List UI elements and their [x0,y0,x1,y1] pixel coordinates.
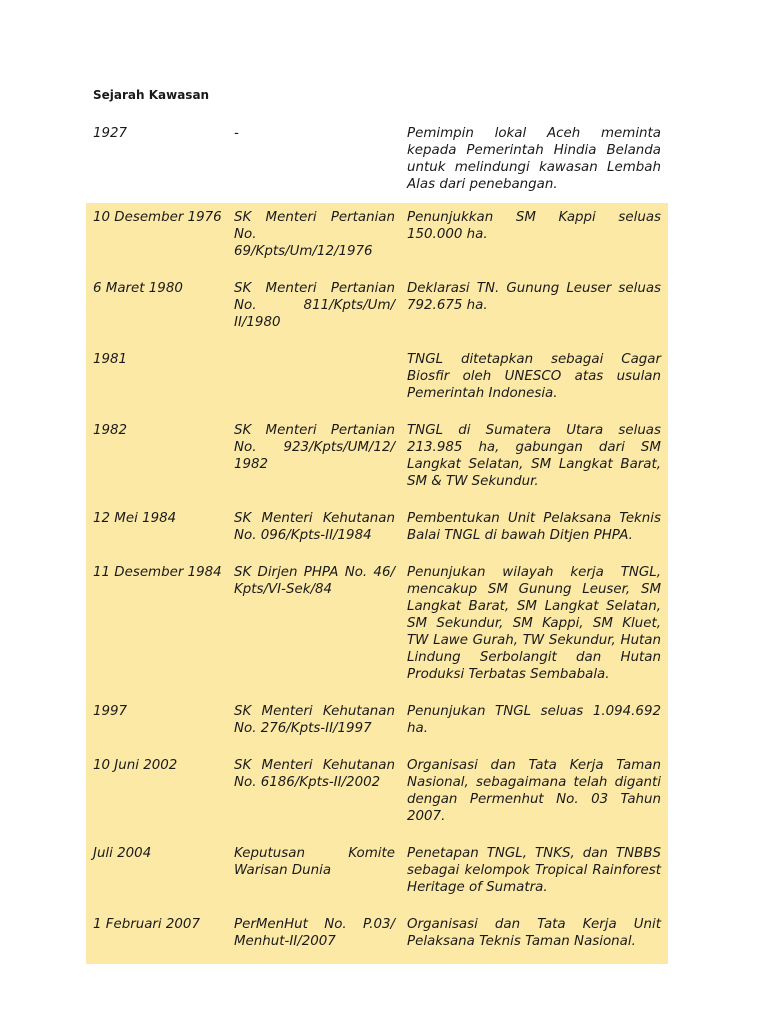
reference-cell: SK Menteri Pertanian No. 811/Kpts/Um/ II/1980 [234,281,395,330]
reference-cell [234,345,407,416]
date-cell: 1927 [93,126,128,141]
page-heading: Sejarah Kawasan [93,88,210,102]
description-cell: Pemimpin lokal Aceh meminta kepada Pemerintah Hindia Belanda untuk melindungi kawasan Lembah Alas dari penebangan. [407,126,661,192]
history-table [86,118,668,964]
date-cell: 6 Maret 1980 [93,281,183,296]
table-row [86,274,668,345]
table-row [86,203,668,274]
description-cell: TNGL di Sumatera Utara seluas 213.985 ha, gabungan dari SM Langkat Selatan, SM Langkat Barat, SM & TW Sekundur. [407,423,661,489]
table-row [86,751,668,839]
description-cell: TNGL ditetapkan sebagai Cagar Biosfir oleh UNESCO atas usulan Pemerintah Indonesia. [407,352,661,401]
date-cell: 11 Desember 1984 [93,565,222,580]
table-row [86,504,668,558]
date-cell: 10 Juni 2002 [93,758,178,773]
date-cell: Juli 2004 [93,846,152,861]
date-cell: 1982 [93,423,128,438]
reference-cell: SK Dirjen PHPA No. 46/ Kpts/VI-Sek/84 [234,565,395,597]
reference-cell: Keputusan Komite Warisan Dunia [234,846,395,878]
date-cell: 1997 [93,704,128,719]
table-row [86,345,668,416]
description-cell: Penunjukan TNGL seluas 1.094.692 ha. [407,704,661,736]
table-row [86,416,668,504]
reference-cell: PerMenHut No. P.03/ Menhut-II/2007 [234,917,395,949]
description-cell: Deklarasi TN. Gunung Leuser seluas 792.675 ha. [407,281,661,313]
table-row [86,910,668,964]
description-cell: Penunjukan wilayah kerja TNGL, mencakup SM Gunung Leuser, SM Langkat Barat, SM Langkat Selatan, SM Sekundur, SM Kappi, SM Kluet, TW Lawe Gurah, TW Sekundur, Hutan Lindung Serbolangit dan Hutan Produksi Terbatas Sembabala. [407,565,661,682]
reference-cell: SK Menteri Kehutanan No. 096/Kpts-II/1984 [234,511,395,543]
reference-cell: SK Menteri Pertanian No. 69/Kpts/Um/12/1976 [234,210,395,259]
table-row [86,558,668,697]
date-cell: 1 Februari 2007 [93,917,200,932]
description-cell: Organisasi dan Tata Kerja Taman Nasional, sebagaimana telah diganti dengan Permenhut No. 03 Tahun 2007. [407,758,661,824]
table-row [86,697,668,751]
description-cell: Pembentukan Unit Pelaksana Teknis Balai TNGL di bawah Ditjen PHPA. [407,511,661,543]
reference-cell: SK Menteri Kehutanan No. 276/Kpts-II/1997 [234,704,395,736]
table-row [86,839,668,910]
description-cell: Penetapan TNGL, TNKS, dan TNBBS sebagai kelompok Tropical Rainforest Heritage of Sumatra. [407,846,661,895]
table-row [86,118,668,203]
date-cell: 10 Desember 1976 [93,210,222,225]
reference-cell: SK Menteri Pertanian No. 923/Kpts/UM/12/ 1982 [234,423,395,472]
date-cell: 1981 [93,352,128,367]
description-cell: Organisasi dan Tata Kerja Unit Pelaksana Teknis Taman Nasional. [407,917,661,949]
date-cell: 12 Mei 1984 [93,511,177,526]
description-cell: Penunjukkan SM Kappi seluas 150.000 ha. [407,210,661,242]
reference-cell: SK Menteri Kehutanan No. 6186/Kpts-II/2002 [234,758,395,790]
reference-cell: - [234,126,239,141]
